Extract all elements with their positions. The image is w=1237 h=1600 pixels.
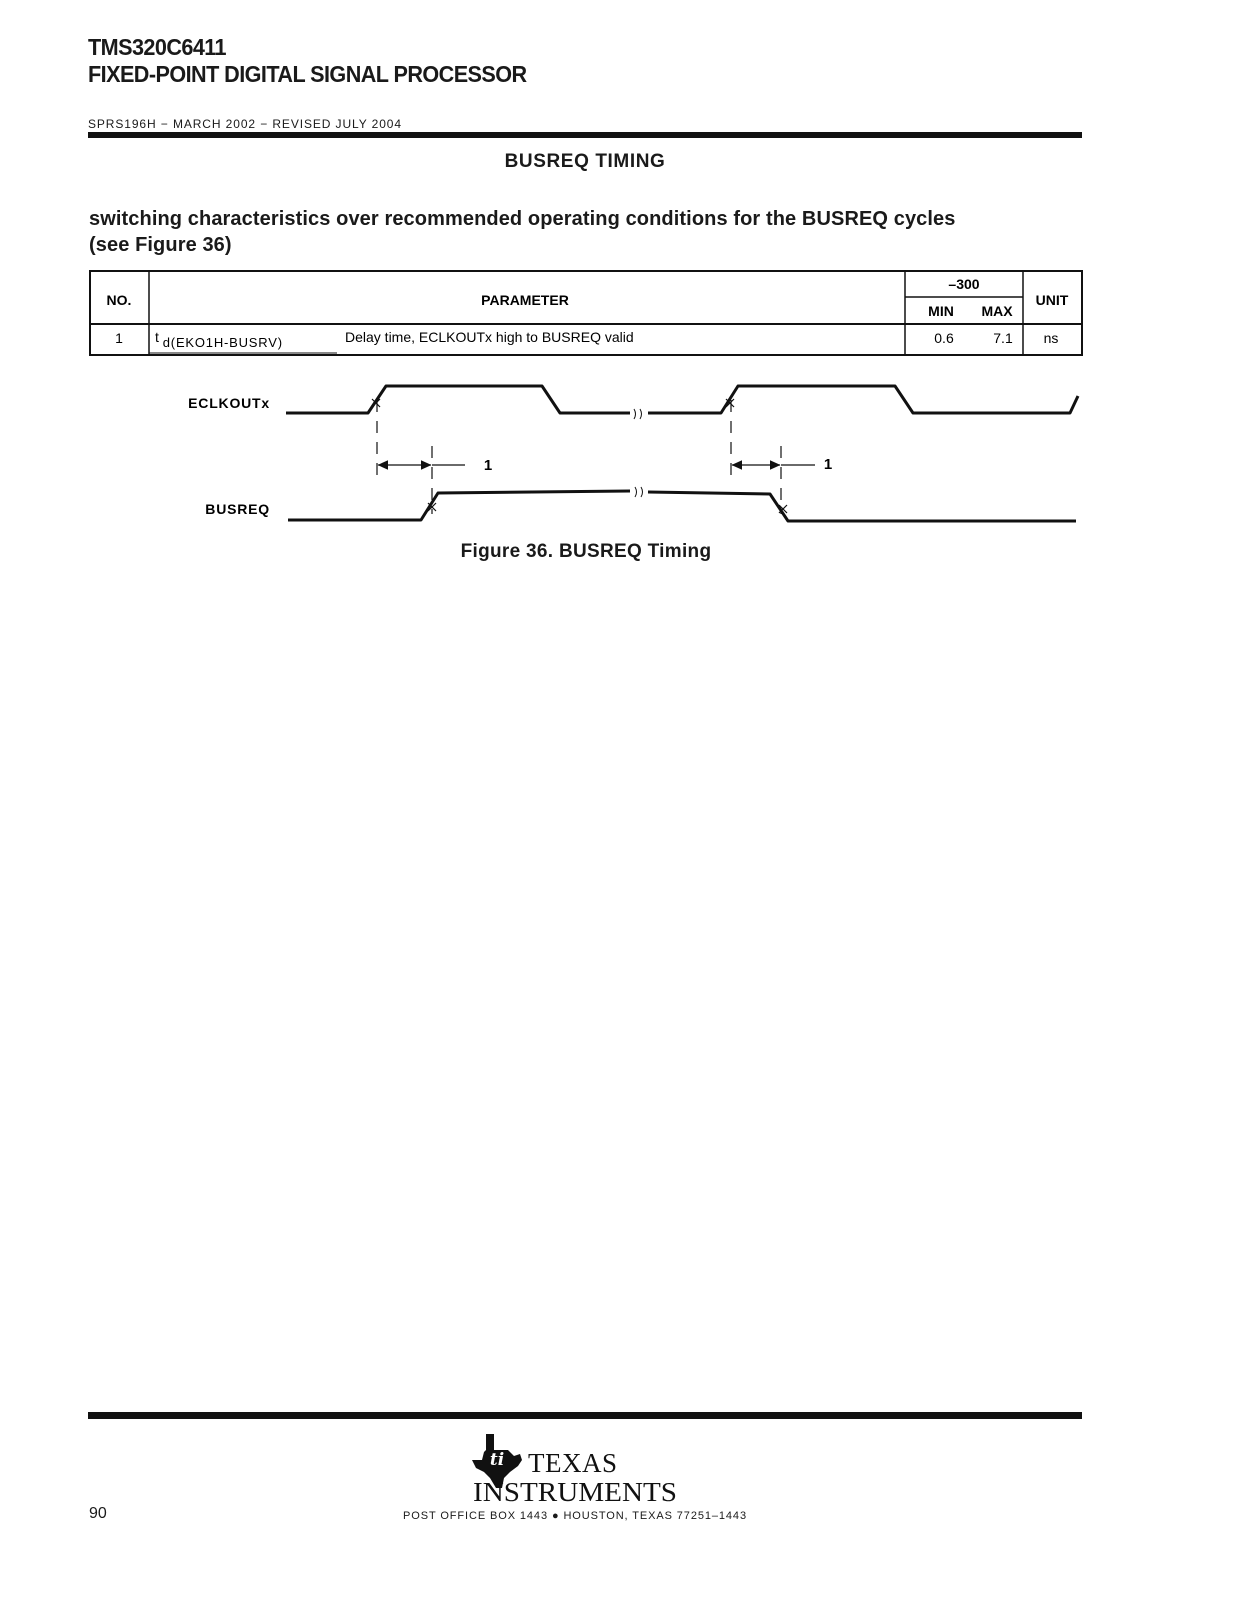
timing-marker-1: 1 [483,457,493,474]
svg-text:ti: ti [489,1450,505,1470]
part-number: TMS320C6411 [88,34,227,60]
signal-label-busreq: BUSREQ [205,501,270,517]
timing-marker-2: 1 [823,456,833,473]
document-id: SPRS196H − MARCH 2002 − REVISED JULY 2004 [88,117,402,131]
bullet-icon: ● [551,1510,560,1522]
header-no: NO. [106,292,132,308]
row-no: 1 [115,330,123,346]
reference-ticks [372,399,787,513]
reference-lines [377,400,781,514]
eclkoutx-waveform [286,386,1078,413]
table-heading-line1: switching characteristics over recommended operating conditions for the BUSREQ cycles [89,208,956,230]
row-symbol-base: t [155,329,159,345]
row-min: 0.6 [934,330,954,346]
row-unit: ns [1043,330,1059,346]
table-heading [89,206,1089,258]
texas-instruments-logo [470,1432,682,1506]
logo-text-texas: TEXAS [528,1448,618,1478]
break-marks [634,409,643,497]
table-row [115,329,1058,350]
switching-characteristics-table [89,270,1083,356]
row-max: 7.1 [993,330,1013,346]
header-unit: UNIT [1035,292,1069,308]
header-rule [88,132,1082,138]
table-heading-line2: (see Figure 36) [89,234,232,256]
header-min: MIN [928,303,954,319]
document-subtitle: FIXED-POINT DIGITAL SIGNAL PROCESSOR [88,61,527,87]
figure-caption: Figure 36. BUSREQ Timing [460,541,712,562]
section-title: BUSREQ TIMING [504,151,666,172]
header-speed-grade: –300 [948,276,980,292]
address-city: HOUSTON, TEXAS 77251–1443 [563,1510,747,1522]
footer-address [0,1510,1150,1522]
document-title [88,34,527,88]
row-description: Delay time, ECLKOUTx high to BUSREQ valid [345,329,634,345]
page-number: 90 [89,1505,107,1522]
signal-label-eclkoutx: ECLKOUTx [188,395,270,411]
address-po-box: POST OFFICE BOX 1443 [403,1510,548,1522]
busreq-waveform [288,491,1076,521]
header-max: MAX [981,303,1013,319]
footer-rule [88,1412,1082,1419]
row-symbol-subscript: d(EKO1H-BUSRV) [162,335,283,350]
logo-text-instruments: INSTRUMENTS [473,1477,677,1506]
timing-diagram [0,370,1237,540]
row-symbol [155,329,283,350]
header-parameter: PARAMETER [481,292,569,308]
